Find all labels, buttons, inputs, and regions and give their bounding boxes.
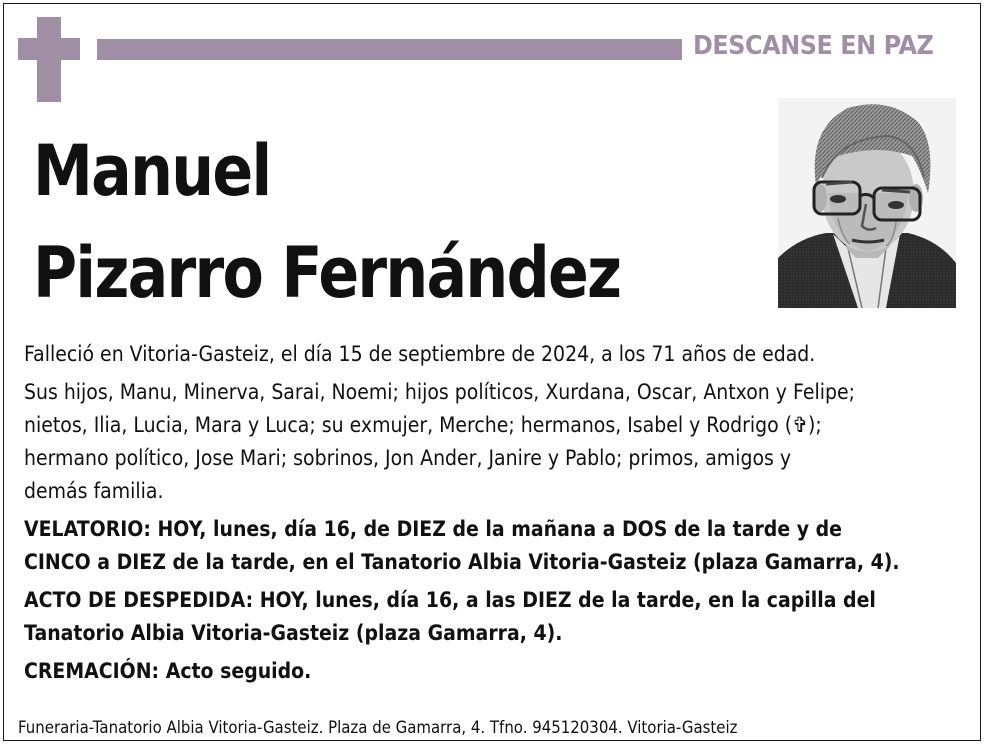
funeral-home-footer: Funeraria-Tanatorio Albia Vitoria-Gasteiz. Plaza de Gamarra, 4. Tfno. 945120304. Vitoria-Gasteiz — [18, 718, 738, 738]
wake-line: CINCO a DIEZ de la tarde, en el Tanatorio Albia Vitoria-Gasteiz (plaza Gamarra, 4). — [24, 550, 900, 574]
family-line: nietos, Ilia, Lucia, Mara y Luca; su exmujer, Merche; hermanos, Isabel y Rodrigo (✞); — [24, 413, 822, 437]
deceased-first-name: Manuel — [33, 130, 271, 212]
family-line: hermano político, Jose Mari; sobrinos, Jon Ander, Janire y Pablo; primos, amigos y — [24, 446, 792, 470]
family-line: Sus hijos, Manu, Minerva, Sarai, Noemi; hijos políticos, Xurdana, Oscar, Antxon y Felipe; — [24, 380, 855, 404]
obituary-body — [24, 338, 964, 693]
portrait-photo — [778, 98, 956, 308]
cross-icon-horizontal — [18, 38, 80, 60]
farewell-paragraph — [24, 584, 960, 650]
header-title: DESCANSE EN PAZ — [693, 31, 934, 61]
death-notice: Falleció en Vitoria-Gasteiz, el día 15 de septiembre de 2024, a los 71 años de edad. — [24, 342, 816, 366]
header-bar — [97, 39, 682, 60]
farewell-line: ACTO DE DESPEDIDA: HOY, lunes, día 16, a las DIEZ de la tarde, en la capilla del — [24, 588, 876, 612]
portrait-illustration — [778, 98, 956, 308]
family-line: demás familia. — [24, 479, 164, 503]
wake-line: VELATORIO: HOY, lunes, día 16, de DIEZ de la mañana a DOS de la tarde y de — [24, 517, 842, 541]
deceased-surnames: Pizarro Fernández — [33, 232, 621, 314]
cremation-paragraph: CREMACIÓN: Acto seguido. — [24, 659, 312, 683]
family-paragraph — [24, 376, 960, 508]
wake-paragraph — [24, 513, 960, 579]
farewell-line: Tanatorio Albia Vitoria-Gasteiz (plaza Gamarra, 4). — [24, 621, 563, 645]
